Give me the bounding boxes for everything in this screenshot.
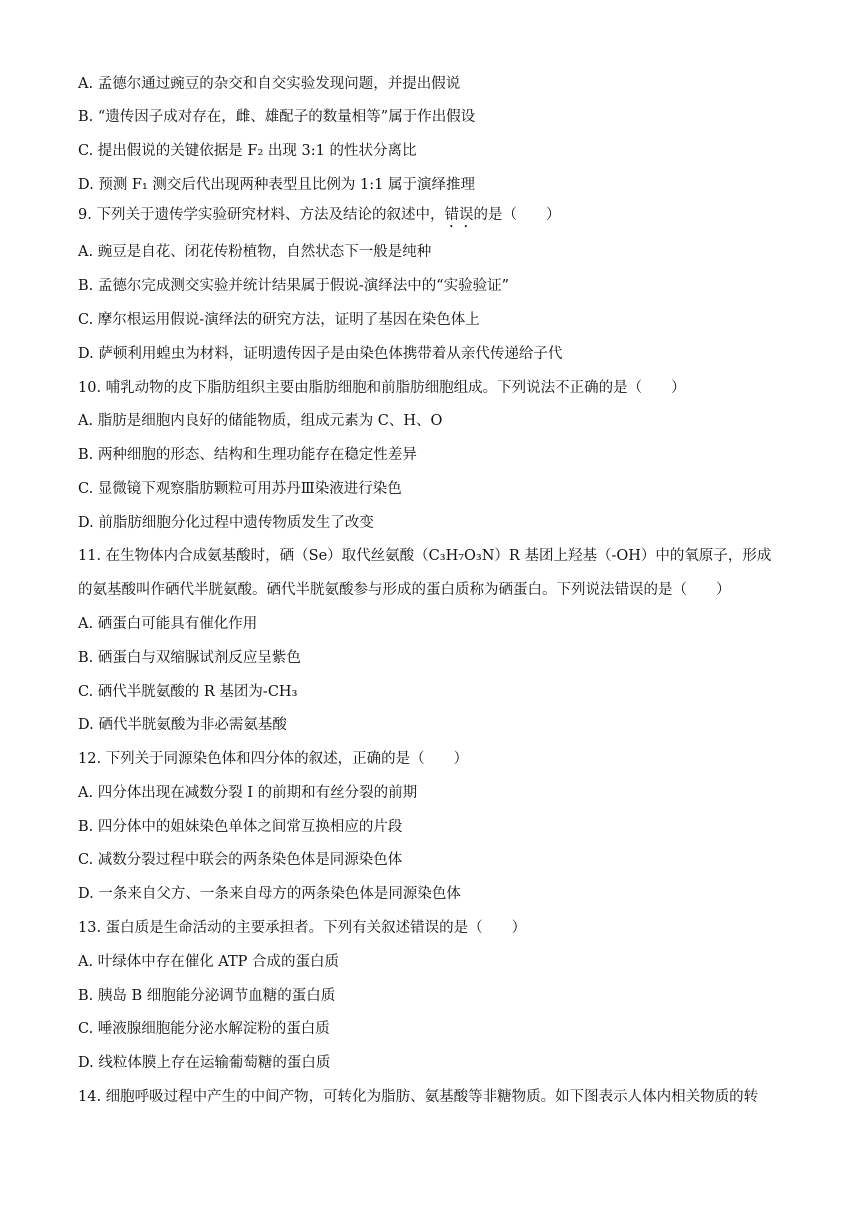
q10-stem: 10. 哺乳动物的皮下脂肪组织主要由脂肪细胞和前脂肪细胞组成。下列说法不正确的是（ ） <box>78 380 686 396</box>
q10-option-b: B. 两种细胞的形态、结构和生理功能存在稳定性差异 <box>78 447 417 463</box>
q13-option-d: D. 线粒体膜上存在运输葡萄糖的蛋白质 <box>78 1055 331 1071</box>
q8-option-b: B. “遗传因子成对存在，雌、雄配子的数量相等”属于作出假设 <box>78 109 476 125</box>
q9-option-a: A. 豌豆是自花、闭花传粉植物，自然状态下一般是纯种 <box>78 244 432 260</box>
q13-option-b: B. 胰岛 B 细胞能分泌调节血糖的蛋白质 <box>78 988 336 1004</box>
q11-option-b: B. 硒蛋白与双缩脲试剂反应呈紫色 <box>78 650 301 666</box>
q9-emphasis-text: 错误 <box>444 207 474 223</box>
q12-option-c: C. 减数分裂过程中联会的两条染色体是同源染色体 <box>78 852 403 868</box>
q9-option-b: B. 孟德尔完成测交实验并统计结果属于假说-演绎法中的“实验验证” <box>78 278 510 294</box>
q12-option-b: B. 四分体中的姐妹染色单体之间常互换相应的片段 <box>78 819 403 835</box>
q14-stem-line1: 14. 细胞呼吸过程中产生的中间产物，可转化为脂肪、氨基酸等非糖物质。如下图表示人体内相关物质的转 <box>78 1089 759 1105</box>
q9-stem-text: 9. 下列关于遗传学实验研究材料、方法及结论的叙述中， <box>78 207 445 223</box>
q9-option-c: C. 摩尔根运用假说-演绎法的研究方法，证明了基因在染色体上 <box>78 312 480 328</box>
q12-stem: 12. 下列关于同源染色体和四分体的叙述，正确的是（ ） <box>78 751 469 767</box>
q12-option-a: A. 四分体出现在减数分裂 I 的前期和有丝分裂的前期 <box>78 785 418 801</box>
q9-stem-end: 的是（ ） <box>473 207 561 223</box>
q9-stem <box>78 205 560 231</box>
q10-option-c: C. 显微镜下观察脂肪颗粒可用苏丹Ⅲ染液进行染色 <box>78 481 402 497</box>
q11-option-d: D. 硒代半胱氨酸为非必需氨基酸 <box>78 717 287 733</box>
q13-option-c: C. 唾液腺细胞能分泌水解淀粉的蛋白质 <box>78 1021 330 1037</box>
q11-option-c: C. 硒代半胱氨酸的 R 基团为-CH₃ <box>78 684 298 700</box>
q11-option-a: A. 硒蛋白可能具有催化作用 <box>78 616 258 632</box>
q10-option-d: D. 前脂肪细胞分化过程中遗传物质发生了改变 <box>78 515 374 531</box>
q13-option-a: A. 叶绿体中存在催化 ATP 合成的蛋白质 <box>78 954 340 970</box>
q11-stem-line1: 11. 在生物体内合成氨基酸时，硒（Se）取代丝氨酸（C₃H₇O₃N）R 基团上羟基（-OH）中的氧原子，形成 <box>78 548 772 564</box>
q13-stem: 13. 蛋白质是生命活动的主要承担者。下列有关叙述错误的是（ ） <box>78 920 527 936</box>
q12-option-d: D. 一条来自父方、一条来自母方的两条染色体是同源染色体 <box>78 886 461 902</box>
q8-option-a: A. 孟德尔通过豌豆的杂交和自交实验发现问题，并提出假说 <box>78 76 461 92</box>
q9-option-d: D. 萨顿利用蝗虫为材料，证明遗传因子是由染色体携带着从亲代传递给子代 <box>78 346 563 362</box>
q11-stem-line2: 的氨基酸叫作硒代半胱氨酸。硒代半胱氨酸参与形成的蛋白质称为硒蛋白。下列说法错误的是（ ） <box>78 582 731 598</box>
q8-option-c: C. 提出假说的关键依据是 F₂ 出现 3:1 的性状分离比 <box>78 143 417 159</box>
q8-option-d: D. 预测 F₁ 测交后代出现两种表型且比例为 1:1 属于演绎推理 <box>78 177 475 193</box>
q10-option-a: A. 脂肪是细胞内良好的储能物质，组成元素为 C、H、O <box>78 413 443 429</box>
